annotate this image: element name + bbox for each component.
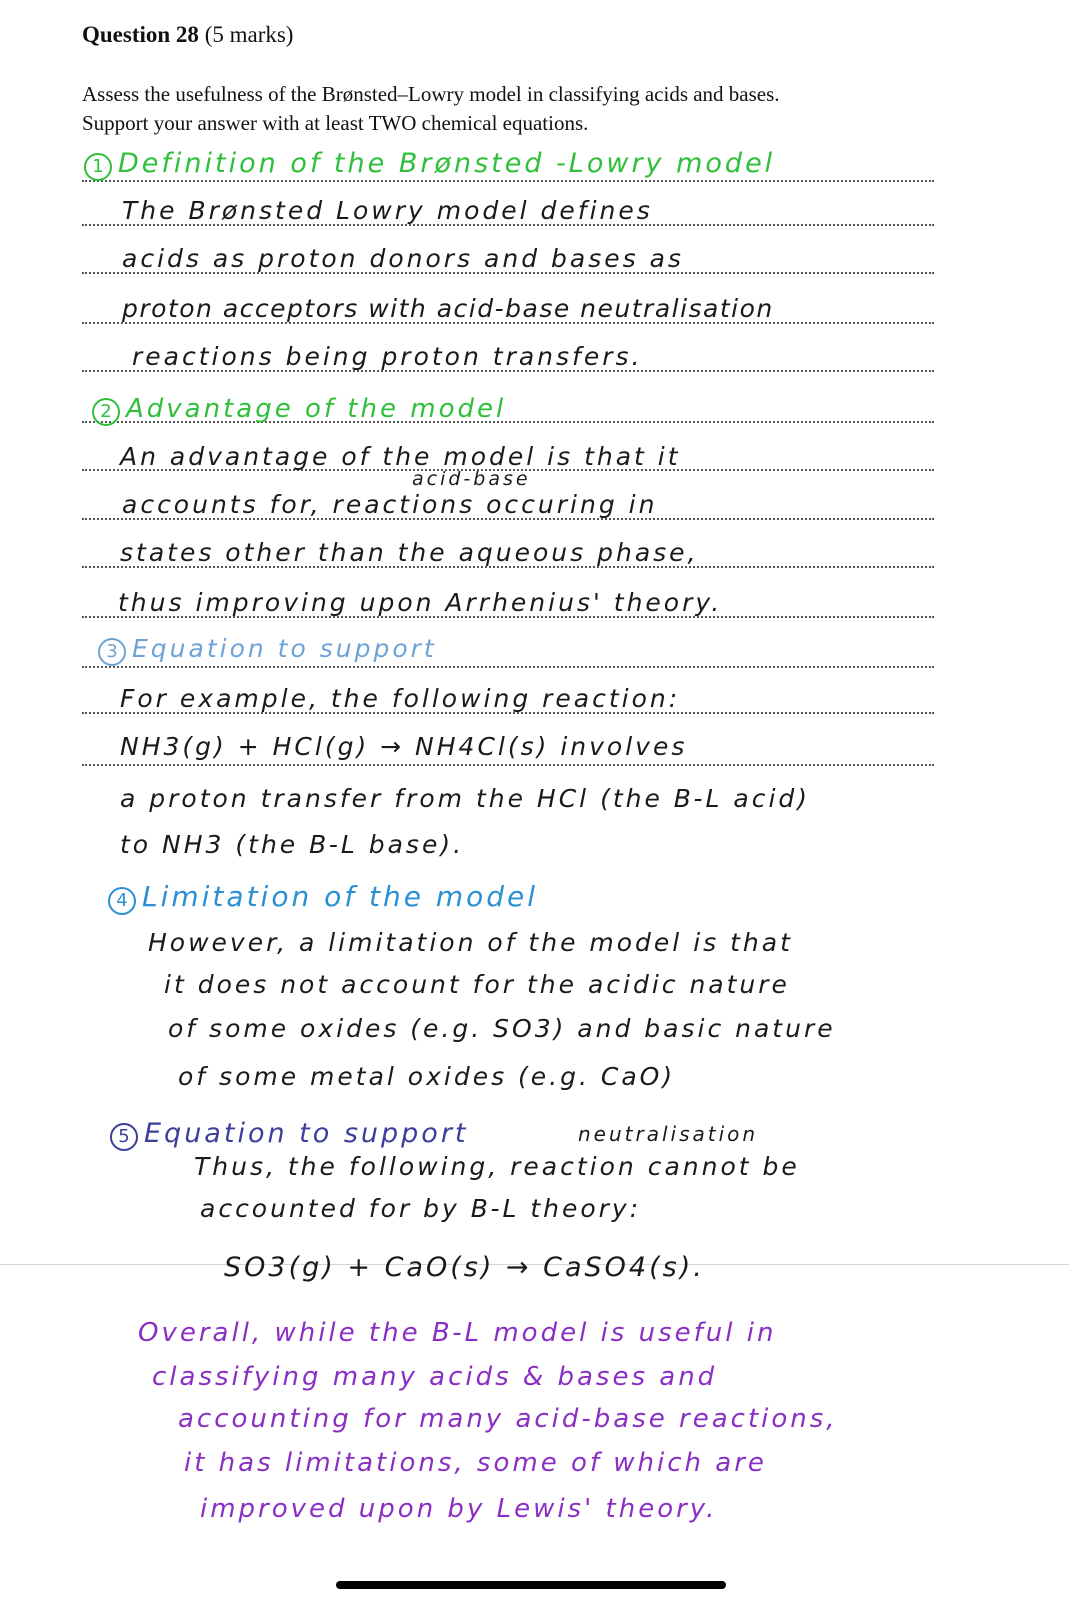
section4-number: 4 <box>108 887 136 915</box>
answer-line <box>82 764 934 766</box>
section5-line1: Thus, the following, reaction cannot be <box>194 1152 800 1181</box>
section3-line3: a proton transfer from the HCl (the B-L acid) <box>120 784 811 813</box>
section2-line4: thus improving upon Arrhenius' theory. <box>118 588 723 617</box>
home-indicator[interactable] <box>336 1581 726 1589</box>
section5-line2: accounted for by B-L theory: <box>200 1194 642 1223</box>
section1-number: 1 <box>84 153 112 181</box>
conclusion-line4: it has limitations, some of which are <box>184 1448 767 1478</box>
section3-line4: to NH3 (the B-L base). <box>120 830 465 859</box>
section3-line2: NH3(g) + HCl(g) → NH4Cl(s) involves <box>120 732 688 761</box>
section4-line4: of some metal oxides (e.g. CaO) <box>178 1062 676 1091</box>
question-number: Question 28 <box>82 22 199 47</box>
section2-heading: 2 Advantage of the model <box>92 394 506 426</box>
section4-line3: of some oxides (e.g. SO3) and basic nature <box>168 1014 836 1043</box>
conclusion-line2: classifying many acids & bases and <box>152 1362 718 1392</box>
section5-number: 5 <box>110 1123 138 1151</box>
section3-line1: For example, the following reaction: <box>120 684 681 713</box>
section2-line3: states other than the aqueous phase, <box>120 538 699 567</box>
section1-line4: reactions being proton transfers. <box>132 342 643 371</box>
section1-line1: The Brønsted Lowry model defines <box>122 196 653 225</box>
section2-line1: An advantage of the model is that it <box>120 442 681 471</box>
section3-heading: 3 Equation to support <box>98 634 437 666</box>
equation: SO3(g) + CaO(s) → CaSO4(s). <box>224 1252 705 1283</box>
section4-heading: 4 Limitation of the model <box>108 880 538 915</box>
answer-line <box>82 666 934 668</box>
section4-line2: it does not account for the acidic nature <box>164 970 790 999</box>
section2-insert: acid-base <box>412 468 531 490</box>
section2-line2: accounts for, reactions occuring in <box>122 490 658 519</box>
section5-insert: neutralisation <box>578 1122 759 1146</box>
section2-number: 2 <box>92 398 120 426</box>
conclusion-line5: improved upon by Lewis' theory. <box>200 1494 718 1524</box>
section3-number: 3 <box>98 638 126 666</box>
question-prompt-line2: Support your answer with at least TWO chemical equations. <box>82 111 589 135</box>
question-title <box>82 22 293 48</box>
section5-heading: 5 Equation to support <box>110 1118 469 1151</box>
section1-line3: proton acceptors with acid-base neutralisation <box>122 294 774 323</box>
section1-line2: acids as proton donors and bases as <box>122 244 684 273</box>
conclusion-line1: Overall, while the B-L model is useful in <box>138 1318 777 1348</box>
question-prompt-line1: Assess the usefulness of the Brønsted–Lowry model in classifying acids and bases. <box>82 82 780 106</box>
section1-heading: 1 Definition of the Brønsted -Lowry model <box>84 148 775 181</box>
section4-line1: However, a limitation of the model is that <box>148 928 793 957</box>
conclusion-line3: accounting for many acid-base reactions, <box>178 1404 838 1434</box>
question-marks: (5 marks) <box>204 22 294 47</box>
